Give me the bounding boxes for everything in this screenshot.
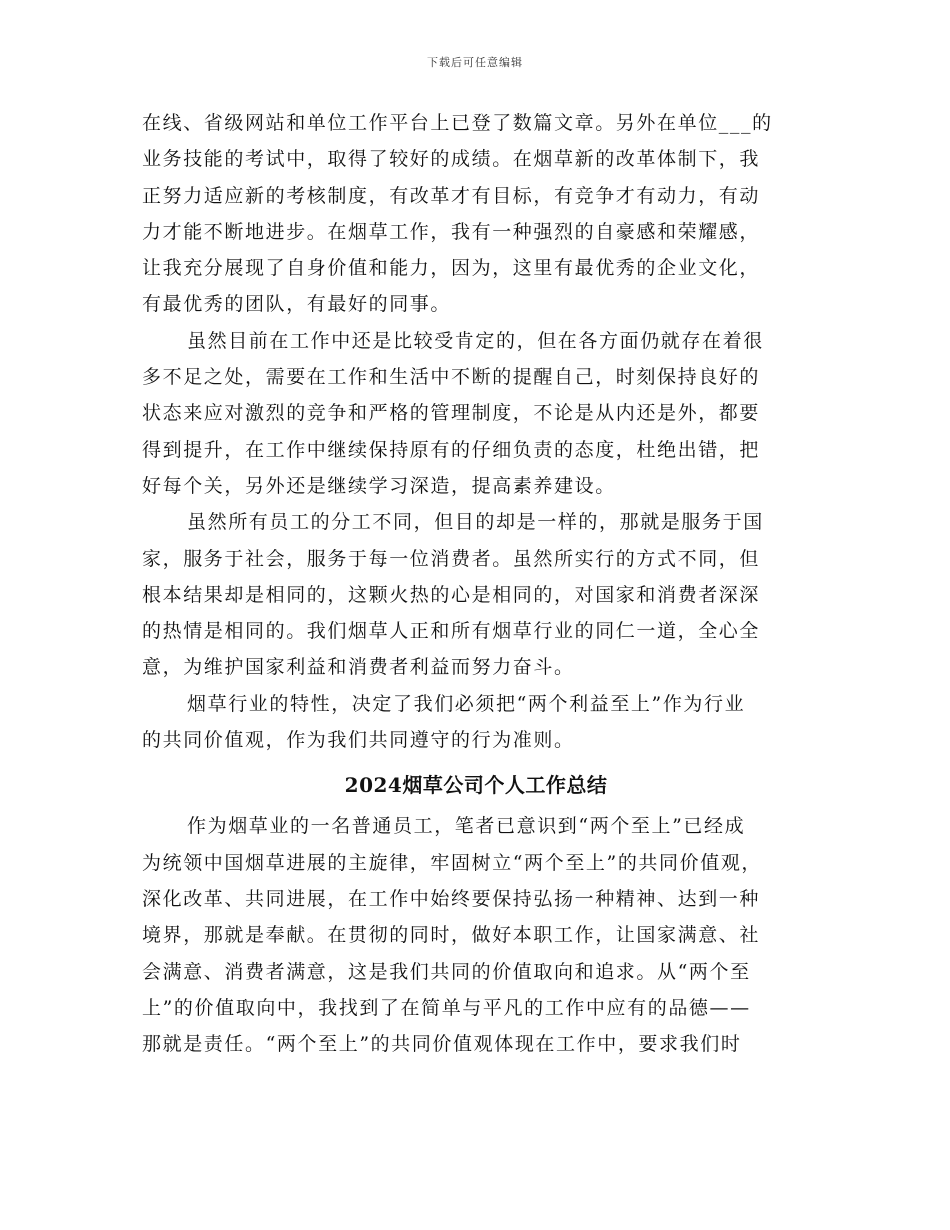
text-line: 多不足之处，需要在工作和生活中不断的提醒自己，时刻保持良好的 [142,366,761,389]
paragraph [142,323,810,504]
page-header: 下载后可任意编辑 [427,56,523,69]
text-line: 家，服务于社会，服务于每一位消费者。虽然所实行的方式不同，但 [142,547,761,570]
text-line: 让我充分展现了自身价值和能力，因为，这里有最优秀的企业文化， [142,257,761,280]
text-line: 业务技能的考试中，取得了较好的成绩。在烟草新的改革体制下，我 [142,148,761,171]
paragraph [142,504,810,685]
text-line: 会满意、消费者满意，这是我们共同的价值取向和追求。从“两个至 [142,960,751,983]
text-line: 的热情是相同的。我们烟草人正和所有烟草行业的同仁一道，全心全 [142,620,761,643]
text-line: 好每个关，另外还是继续学习深造，提高素养建设。 [142,474,616,497]
document-body [142,105,810,1062]
text-line: 得到提升，在工作中继续保持原有的仔细负责的态度，杜绝出错，把 [142,438,761,461]
text-line: 意，为维护国家利益和消费者利益而努力奋斗。 [142,656,575,679]
text-line: 正努力适应新的考核制度，有改革才有目标，有竞争才有动力，有动 [142,184,761,207]
text-line: 那就是责任。“两个至上”的共同价值观体现在工作中，要求我们时 [142,1033,742,1056]
text-line: 根本结果却是相同的，这颗火热的心是相同的，对国家和消费者深深 [142,583,761,606]
text-line: 为统领中国烟草进展的主旋律，牢固树立“两个至上”的共同价值观， [142,851,763,874]
text-line: 烟草行业的特性，决定了我们必须把“两个利益至上”作为行业 [187,692,746,715]
text-line: 虽然所有员工的分工不同，但目的却是一样的，那就是服务于国 [187,511,764,534]
text-line: 作为烟草业的一名普通员工，笔者已意识到“两个至上”已经成 [187,815,746,838]
paragraph [142,686,810,759]
section-title: 2024烟草公司个人工作总结 [344,773,608,798]
text-line: 在线、省级网站和单位工作平台上已登了数篇文章。另外在单位___的 [142,112,773,134]
paragraph [142,105,810,323]
text-line: 虽然目前在工作中还是比较受肯定的，但在各方面仍就存在着很 [187,329,764,352]
text-line: 上”的价值取向中，我找到了在简单与平凡的工作中应有的品德—— [142,996,751,1019]
text-line: 境界，那就是奉献。在贯彻的同时，做好本职工作，让国家满意、社 [142,924,761,947]
paragraph [142,808,810,1062]
text-line: 有最优秀的团队，有最好的同事。 [142,293,452,316]
text-line: 的共同价值观，作为我们共同遵守的行为准则。 [142,729,575,752]
text-line: 深化改革、共同进展，在工作中始终要保持弘扬一种精神、达到一种 [142,887,761,910]
text-line: 状态来应对激烈的竞争和严格的管理制度，不论是从内还是外，都要 [142,402,761,425]
text-line: 力才能不断地进步。在烟草工作，我有一种强烈的自豪感和荣耀感， [142,220,761,243]
